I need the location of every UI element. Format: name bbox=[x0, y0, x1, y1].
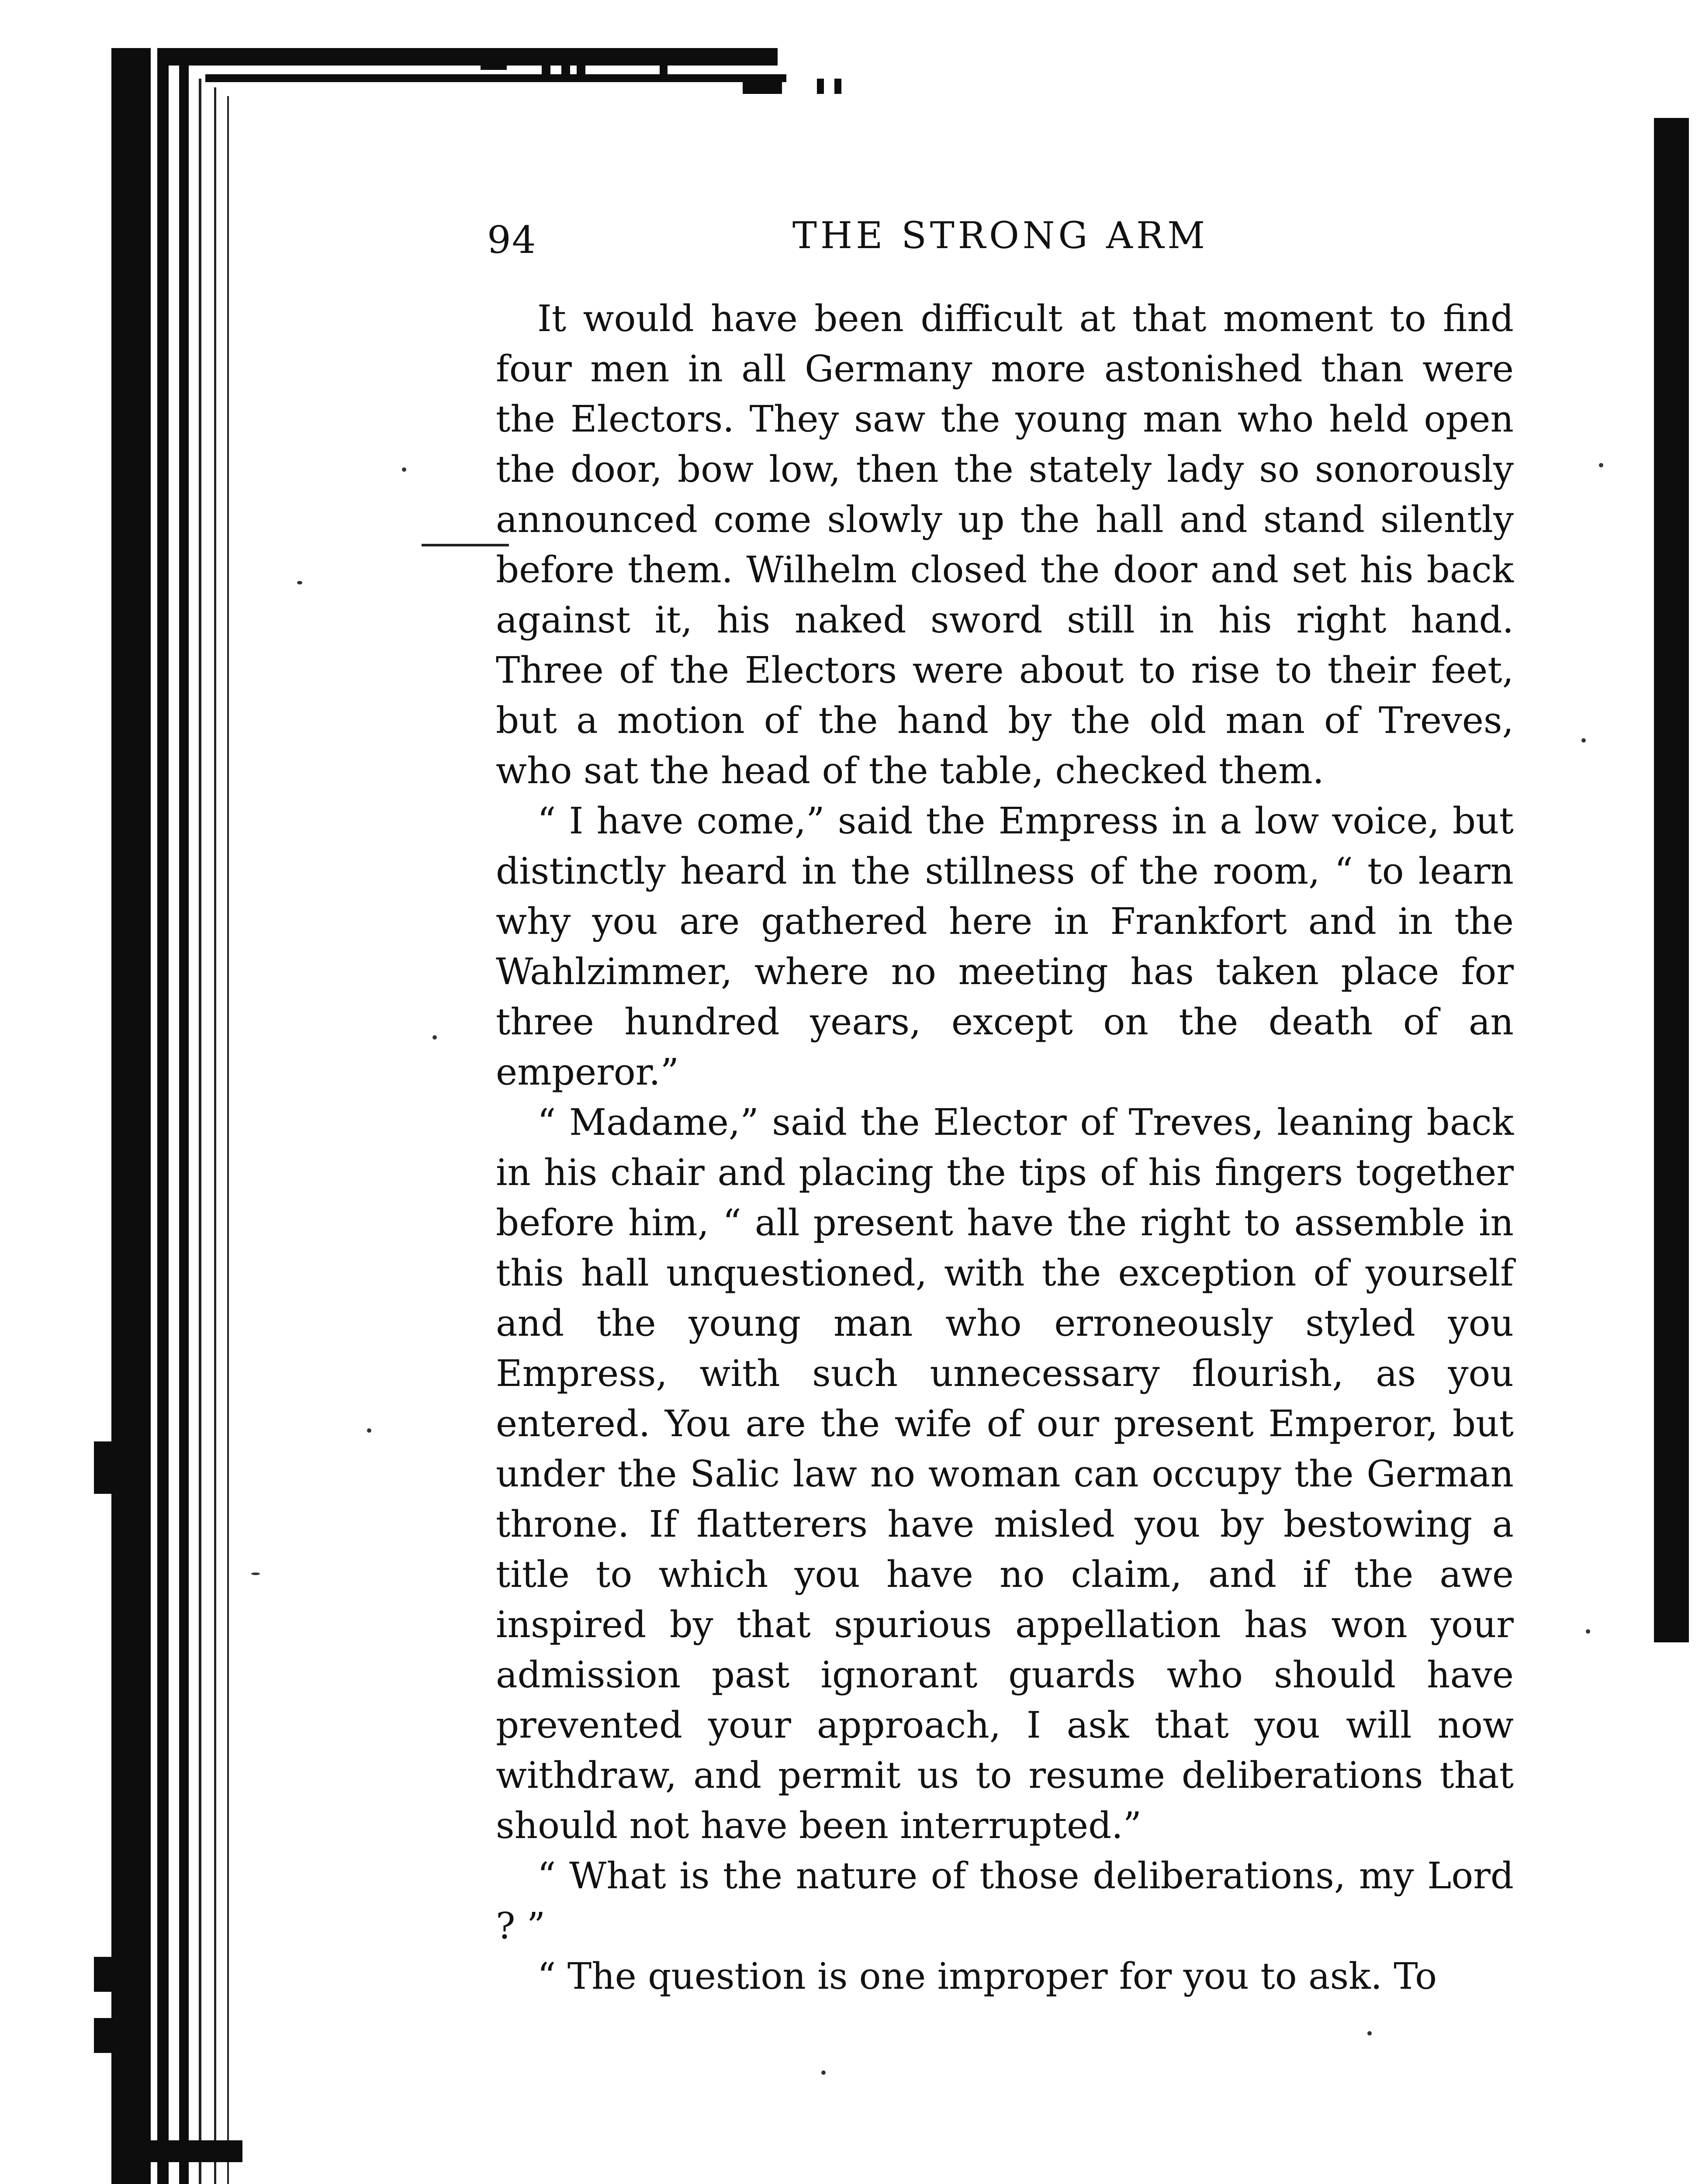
scan-right-edge bbox=[1654, 118, 1689, 1642]
speck bbox=[367, 1428, 371, 1433]
paragraph-nature-question: “ What is the nature of those deliberations, my Lord ? ” bbox=[496, 1855, 1514, 1947]
speck bbox=[1599, 463, 1603, 467]
speck bbox=[402, 467, 406, 472]
binding-shadow bbox=[179, 66, 189, 2184]
binding-mark bbox=[94, 2018, 111, 2053]
top-shadow bbox=[205, 74, 786, 82]
top-tick bbox=[743, 79, 782, 94]
binding-shadow bbox=[157, 48, 169, 2184]
running-head bbox=[487, 210, 1514, 275]
top-tick bbox=[561, 61, 570, 74]
paragraph-electors-astonished: It would have been difficult at that moment to find four men in all Germany more astonished than were the Electors. They saw the young man who held open the door, bow low, then the stately lady so sonorously announced come slowly up the hall and stand silently before them. Wilhelm closed the door and set his back against it, his naked sword still in his right hand. Three of the Electors were about to rise to their feet, but a motion of the hand by the old man of Treves, who sat the head of the table, checked them. bbox=[496, 297, 1514, 792]
body-text bbox=[496, 294, 1514, 2001]
binding-mark bbox=[94, 1957, 111, 1992]
speck bbox=[432, 1035, 437, 1040]
binding-mark bbox=[94, 1441, 111, 1494]
top-tick bbox=[542, 61, 550, 74]
top-tick bbox=[817, 79, 824, 94]
speck bbox=[1586, 1629, 1590, 1634]
paragraph-elector-reply: “ Madame,” said the Elector of Treves, leaning back in his chair and placing the tips of his fingers together before him, “ all present have the right to assemble in this hall unquestioned, with the exception of yourself and the young man who erroneously styled you Empress, with such unnecessary flourish, as you entered. You are the wife of our present Emperor, but under the Salic law no woman can occupy the German throne. If flatterers have misled you by bestowing a title to which you have no claim, and if the awe inspired by that spurious appellation has won your admission past ignorant guards who should have prevented your approach, I ask that you will now withdraw, and permit us to resume deliberations that should not have been interrupted.” bbox=[496, 1101, 1514, 1847]
speck bbox=[1581, 738, 1586, 743]
paragraph-empress-speaks: “ I have come,” said the Empress in a low voice, but distinctly heard in the stillness of the room, “ to learn why you are gathered here in Frankfort and in the Wahlzimmer, where no meeting has taken place for three hundred years, except on the death of an emperor.” bbox=[496, 800, 1514, 1093]
speck bbox=[821, 2070, 826, 2075]
speck bbox=[1367, 2031, 1372, 2035]
binding-line bbox=[214, 87, 216, 2184]
binding-line bbox=[227, 96, 229, 2184]
speck bbox=[251, 1572, 260, 1575]
top-tick bbox=[660, 66, 668, 79]
binding-shadow bbox=[111, 48, 151, 2184]
top-shadow bbox=[166, 48, 778, 66]
top-tick bbox=[481, 57, 507, 70]
binding-corner bbox=[111, 2140, 242, 2162]
top-tick bbox=[577, 61, 585, 74]
paragraph-improper-question: “ The question is one improper for you to ask. To bbox=[537, 1955, 1437, 1997]
page-number: 94 bbox=[487, 218, 537, 262]
book-title: THE STRONG ARM bbox=[792, 214, 1209, 257]
top-tick bbox=[834, 79, 841, 94]
binding-line bbox=[199, 79, 201, 2184]
speck bbox=[297, 581, 302, 584]
